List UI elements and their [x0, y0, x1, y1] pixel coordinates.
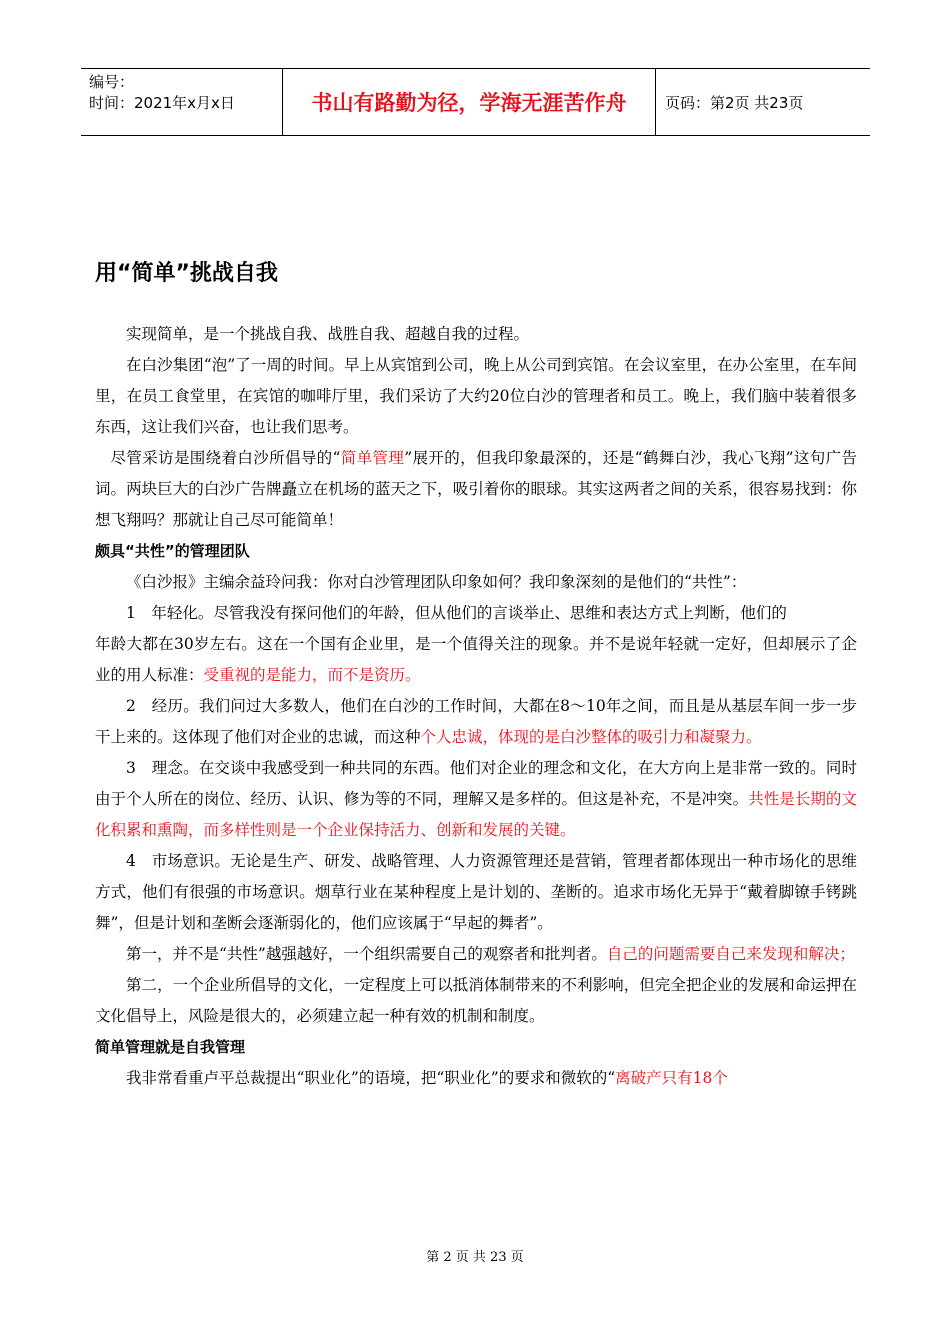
paragraph: 年龄大都在30岁左右。这在一个国有企业里，是一个值得关注的现象。并不是说年轻就一定好，但却展示了企业的用人标准：受重视的是能力，而不是资历。: [95, 635, 857, 684]
highlight-text: 简单管理: [340, 449, 405, 467]
list-item: 2 经历。我们问过大多数人，他们在白沙的工作时间，大都在8～10年之间，而且是从基层车间一步一步干上来的。这体现了他们对企业的忠诚，而这种个人忠诚，体现的是白沙整体的吸引力和凝聚力。: [95, 697, 857, 746]
list-item: 1 年轻化。尽管我没有探问他们的年龄，但从他们的言谈举止、思维和表达方式上判断，他们的: [126, 604, 787, 622]
article-title: 用“简单”挑战自我: [95, 261, 278, 286]
highlight-text: 离破产只有18个: [615, 1069, 728, 1087]
section-heading: 颇具“共性”的管理团队: [95, 542, 250, 560]
paragraph: 尽管采访是围绕着白沙所倡导的“简单管理”展开的，但我印象最深的，还是“鹤舞白沙，我心飞翔”这句广告词。两块巨大的白沙广告牌矗立在机场的蓝天之下，吸引着你的眼球。其实这两者之间的关系，很容易找到：你想飞翔吗？那就让自己尽可能简单！: [95, 449, 857, 529]
highlight-text: 个人忠诚，体现的是白沙整体的吸引力和凝聚力。: [420, 728, 762, 746]
list-item: 4 市场意识。无论是生产、研发、战略管理、人力资源管理还是营销，管理者都体现出一种市场化的思维方式，他们有很强的市场意识。烟草行业在某种程度上是计划的、垄断的。追求市场化无异于“戴着脚镣手铐跳舞”，但是计划和垄断会逐渐弱化的，他们应该属于“早起的舞者”。: [95, 852, 857, 932]
paragraph: 第二，一个企业所倡导的文化，一定程度上可以抵消体制带来的不利影响，但完全把企业的发展和命运押在文化倡导上，风险是很大的，必须建立起一种有效的机制和制度。: [95, 976, 857, 1025]
header-motto: 书山有路勤为径，学海无涯苦作舟: [283, 69, 656, 135]
section-heading: 简单管理就是自我管理: [95, 1038, 246, 1056]
page-footer: 第 2 页 共 23 页: [426, 1250, 524, 1265]
header-meta: [81, 69, 283, 135]
paragraph: 《白沙报》主编余益玲问我：你对白沙管理团队印象如何？我印象深刻的是他们的“共性”：: [126, 573, 747, 591]
time-label: 时间：2021年x月x日: [89, 94, 235, 112]
paragraph: 在白沙集团“泡”了一周的时间。早上从宾馆到公司，晚上从公司到宾馆。在会议室里，在办公室里，在车间里，在员工食堂里，在宾馆的咖啡厅里，我们采访了大约20位白沙的管理者和员工。晚上，我们脑中装着很多东西，这让我们兴奋，也让我们思考。: [95, 356, 857, 436]
paragraph: 我非常看重卢平总裁提出“职业化”的语境，把“职业化”的要求和微软的“离破产只有18个: [126, 1069, 728, 1087]
list-item: 3 理念。在交谈中我感受到一种共同的东西。他们对企业的理念和文化，在大方向上是非常一致的。同时由于个人所在的岗位、经历、认识、修为等的不同，理解又是多样的。但这是补充，不是冲突。共性是长期的文化积累和熏陶，而多样性则是一个企业保持活力、创新和发展的关键。: [95, 759, 857, 839]
number-label: 编号：: [89, 73, 135, 91]
highlight-text: 共性是长期的文化积累和熏陶，而多样性则是一个企业保持活力、创新和发展的关键。: [95, 790, 857, 839]
article-body: [95, 319, 857, 1094]
highlight-text: 受重视的是能力，而不是资历。: [203, 666, 421, 684]
paragraph: 实现简单，是一个挑战自我、战胜自我、超越自我的过程。: [126, 325, 530, 343]
header-page-label: 页码：第2页 共23页: [665, 93, 804, 112]
highlight-text: 自己的问题需要自己来发现和解决；: [606, 945, 855, 963]
paragraph: 第一，并不是“共性”越强越好，一个组织需要自己的观察者和批判者。自己的问题需要自己来发现和解决；: [126, 945, 855, 963]
page-header: [81, 68, 870, 136]
